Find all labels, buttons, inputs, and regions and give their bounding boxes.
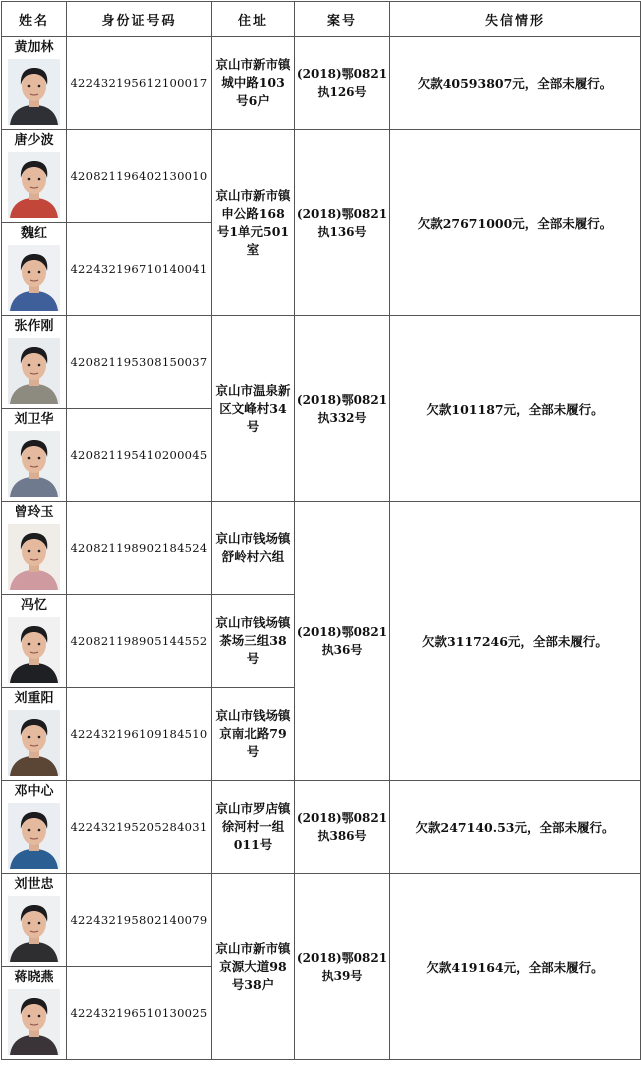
id-number: 422432196109184510 (67, 688, 212, 781)
person-photo (8, 617, 60, 683)
name-cell (2, 130, 67, 223)
photo-eye (38, 271, 41, 274)
photo-eye (28, 178, 31, 181)
person-name: 冯忆 (20, 598, 47, 613)
person-photo (8, 524, 60, 590)
address: 京山市钱场镇京南北路79号 (212, 688, 295, 781)
name-cell (2, 316, 67, 409)
status: 欠款247140.53元，全部未履行。 (390, 781, 641, 874)
address: 京山市钱场镇茶场三组38号 (212, 595, 295, 688)
name-cell (2, 502, 67, 595)
person-photo (8, 710, 60, 776)
status: 欠款419164元，全部未履行。 (390, 874, 641, 1060)
address: 京山市温泉新区文峰村34号 (212, 316, 295, 502)
case-number: (2018)鄂0821执136号 (295, 130, 390, 316)
id-number: 420821196402130010 (67, 130, 212, 223)
person-name: 黄加林 (14, 40, 54, 55)
photo-eye (28, 829, 31, 832)
id-number: 422432196710140041 (67, 223, 212, 316)
person-photo (8, 152, 60, 218)
person-name: 刘卫华 (14, 412, 54, 427)
table-row (2, 781, 641, 874)
photo-eye (38, 178, 41, 181)
status: 欠款3117246元，全部未履行。 (390, 502, 641, 781)
id-number: 420821195308150037 (67, 316, 212, 409)
person-photo (8, 989, 60, 1055)
photo-eye (38, 550, 41, 553)
photo-eye (28, 922, 31, 925)
photo-eye (28, 550, 31, 553)
person-photo (8, 431, 60, 497)
id-number: 422432195802140079 (67, 874, 212, 967)
photo-eye (38, 736, 41, 739)
person-name: 邓中心 (14, 784, 54, 799)
person-name: 魏红 (20, 226, 47, 241)
person-name: 蒋晓燕 (14, 970, 54, 985)
person-name: 刘世忠 (14, 877, 54, 892)
photo-eye (28, 736, 31, 739)
photo-eye (38, 1015, 41, 1018)
case-number: (2018)鄂0821执126号 (295, 37, 390, 130)
case-number: (2018)鄂0821执332号 (295, 316, 390, 502)
address: 京山市新市镇城中路103号6户 (212, 37, 295, 130)
photo-eye (38, 643, 41, 646)
header-address: 住址 (212, 2, 295, 37)
status: 欠款40593807元，全部未履行。 (390, 37, 641, 130)
name-cell (2, 595, 67, 688)
header-name: 姓名 (2, 2, 67, 37)
status: 欠款27671000元，全部未履行。 (390, 130, 641, 316)
name-cell (2, 967, 67, 1060)
name-cell (2, 688, 67, 781)
table-row (2, 502, 641, 595)
header-row (2, 2, 641, 37)
person-name: 刘重阳 (14, 691, 54, 706)
photo-eye (38, 364, 41, 367)
photo-eye (28, 85, 31, 88)
case-number: (2018)鄂0821执39号 (295, 874, 390, 1060)
name-cell (2, 874, 67, 967)
id-number: 422432195205284031 (67, 781, 212, 874)
photo-eye (38, 457, 41, 460)
person-name: 曾玲玉 (14, 505, 54, 520)
address: 京山市新市镇京源大道98号38户 (212, 874, 295, 1060)
id-number: 420821198902184524 (67, 502, 212, 595)
table-row (2, 874, 641, 967)
photo-eye (38, 829, 41, 832)
person-name: 唐少波 (14, 133, 54, 148)
id-number: 420821198905144552 (67, 595, 212, 688)
dishonest-persons-table (1, 1, 641, 1060)
table-row (2, 316, 641, 409)
photo-eye (28, 643, 31, 646)
photo-eye (38, 85, 41, 88)
person-photo (8, 338, 60, 404)
address: 京山市罗店镇徐河村一组011号 (212, 781, 295, 874)
person-photo (8, 896, 60, 962)
id-number: 420821195410200045 (67, 409, 212, 502)
address: 京山市钱场镇舒岭村六组 (212, 502, 295, 595)
header-id-number: 身份证号码 (67, 2, 212, 37)
person-photo (8, 59, 60, 125)
header-case-number: 案号 (295, 2, 390, 37)
id-number: 422432195612100017 (67, 37, 212, 130)
id-number: 422432196510130025 (67, 967, 212, 1060)
name-cell (2, 409, 67, 502)
address: 京山市新市镇申公路168号1单元501室 (212, 130, 295, 316)
person-photo (8, 245, 60, 311)
name-cell (2, 781, 67, 874)
table-row (2, 37, 641, 130)
name-cell (2, 223, 67, 316)
status: 欠款101187元，全部未履行。 (390, 316, 641, 502)
table-row (2, 130, 641, 223)
header-status: 失信情形 (390, 2, 641, 37)
photo-eye (28, 1015, 31, 1018)
case-number: (2018)鄂0821执386号 (295, 781, 390, 874)
photo-eye (38, 922, 41, 925)
photo-eye (28, 457, 31, 460)
person-photo (8, 803, 60, 869)
case-number: (2018)鄂0821执36号 (295, 502, 390, 781)
name-cell (2, 37, 67, 130)
person-name: 张作刚 (14, 319, 54, 334)
photo-eye (28, 364, 31, 367)
photo-eye (28, 271, 31, 274)
